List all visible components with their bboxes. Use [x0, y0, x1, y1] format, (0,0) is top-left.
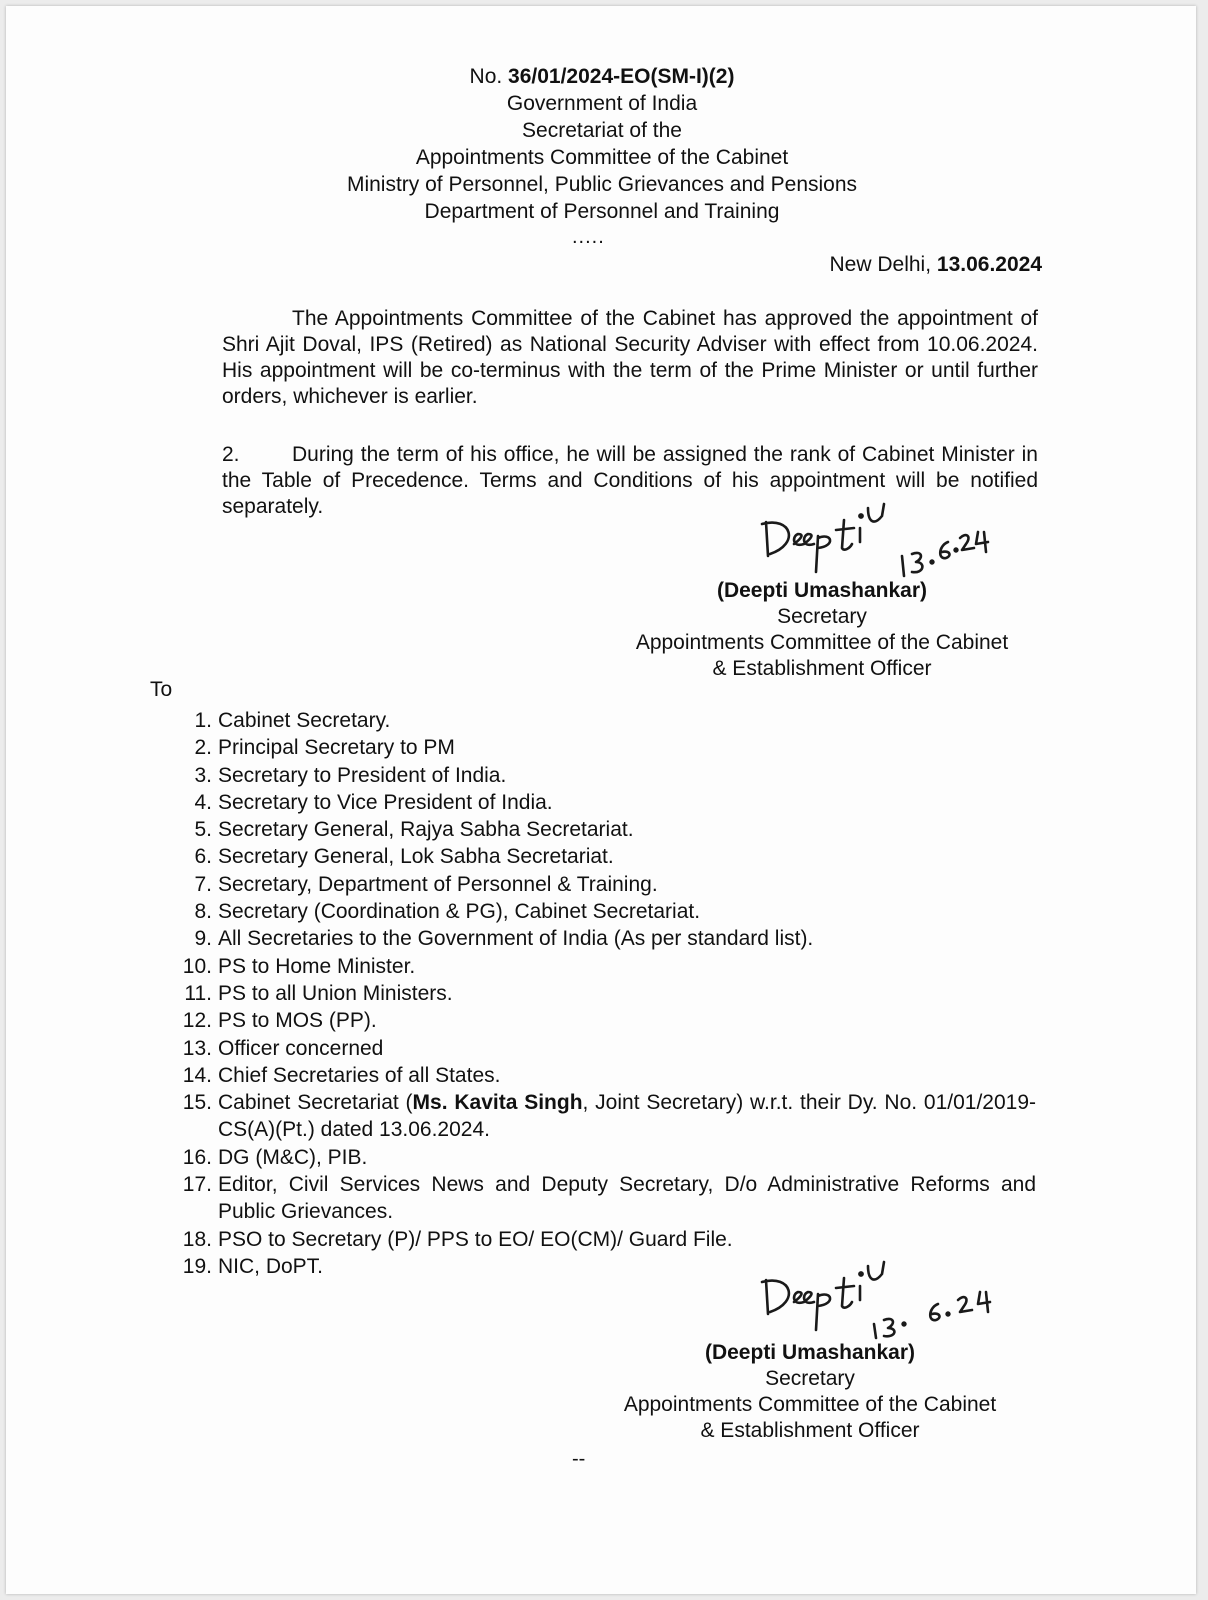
- paragraph-2-number: 2.: [222, 443, 240, 466]
- signatory-title: Secretary: [777, 605, 867, 628]
- paragraph-2-text: During the term of his office, he will be assigned the rank of Cabinet Minister in the Table of Precedence. Terms and Conditions of his appointment will be notified separately.: [222, 443, 1038, 518]
- handwritten-signature-2: [752, 1258, 1002, 1340]
- list-item: 13. Officer concerned: [182, 1036, 384, 1060]
- list-item: 7. Secretary, Department of Personnel & Training.: [194, 872, 658, 896]
- recipient-list: [176, 707, 1036, 1280]
- file-number: No. 36/01/2024-EO(SM-I)(2): [469, 65, 735, 88]
- list-item: 10. PS to Home Minister.: [182, 954, 416, 978]
- header-line-department: Department of Personnel and Training: [424, 200, 780, 223]
- list-item: 19. NIC, DoPT.: [182, 1254, 324, 1278]
- signatory-org-line2: & Establishment Officer: [712, 657, 932, 680]
- list-item: 3. Secretary to President of India.: [194, 763, 507, 787]
- signatory-name: (Deepti Umashankar): [716, 579, 928, 602]
- to-label: To: [150, 678, 173, 701]
- handwritten-signature-1: [752, 498, 992, 580]
- list-item: 5. Secretary General, Rajya Sabha Secretariat.: [194, 818, 634, 842]
- signature-block-2: [600, 1340, 1020, 1444]
- header-dots: .....: [572, 226, 605, 248]
- list-item: 18. PSO to Secretary (P)/ PPS to EO/ EO(CM)/ Guard File.: [182, 1227, 733, 1251]
- header-line-government: Government of India: [506, 92, 698, 115]
- signatory-org-line2: & Establishment Officer: [700, 1419, 920, 1442]
- letter-header: [0, 63, 1204, 225]
- end-mark: --: [572, 1448, 586, 1470]
- header-line-secretariat: Secretariat of the: [522, 119, 682, 142]
- list-item: 14. Chief Secretaries of all States.: [182, 1063, 501, 1087]
- signatory-title: Secretary: [765, 1367, 855, 1390]
- list-item: 17. Editor, Civil Services News and Deputy Secretary, D/o Administrative Reforms and Public Grievances.: [182, 1173, 1036, 1224]
- list-item: 11. PS to all Union Ministers.: [184, 981, 453, 1005]
- header-line-acc: Appointments Committee of the Cabinet: [415, 146, 789, 169]
- paragraph-1: The Appointments Committee of the Cabinet has approved the appointment of Shri Ajit Doval, IPS (Retired) as National Security Adviser with effect from 10.06.2024. His appointment will be co-terminus with the term of the Prime Minister or until further orders, whichever is earlier.: [222, 307, 1038, 408]
- list-item: 4. Secretary to Vice President of India.: [194, 790, 553, 814]
- list-item: 15. Cabinet Secretariat (Ms. Kavita Singh, Joint Secretary) w.r.t. their Dy. No. 01/01/2019-CS(A)(Pt.) dated 13.06.2024.: [182, 1091, 1037, 1142]
- list-item: 6. Secretary General, Lok Sabha Secretariat.: [194, 845, 614, 869]
- list-item: 12. PS to MOS (PP).: [182, 1009, 377, 1033]
- list-item: 2. Principal Secretary to PM: [194, 736, 455, 760]
- list-item: 8. Secretary (Coordination & PG), Cabinet Secretariat.: [194, 900, 701, 924]
- signatory-org-line1: Appointments Committee of the Cabinet: [635, 631, 1009, 654]
- signatory-org-line1: Appointments Committee of the Cabinet: [623, 1393, 997, 1416]
- list-item: 16. DG (M&C), PIB.: [182, 1145, 368, 1169]
- list-item: 1. Cabinet Secretary.: [194, 709, 391, 732]
- signatory-name: (Deepti Umashankar): [704, 1341, 916, 1364]
- list-item: 9. All Secretaries to the Government of India (As per standard list).: [194, 927, 814, 951]
- dateline: New Delhi, 13.06.2024: [829, 253, 1042, 276]
- signature-block-1: [612, 578, 1032, 682]
- header-line-ministry: Ministry of Personnel, Public Grievances and Pensions: [346, 173, 858, 196]
